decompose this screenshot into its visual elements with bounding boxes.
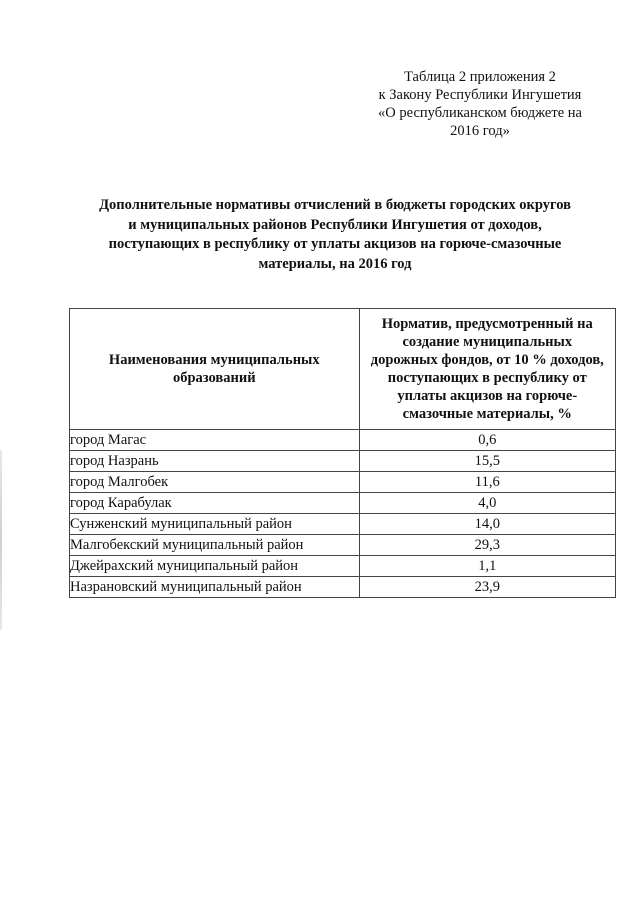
appendix-line: к Закону Республики Ингушетия xyxy=(378,87,582,103)
appendix-line: 2016 год» xyxy=(450,123,510,139)
table-row xyxy=(70,577,616,598)
municipality-name-cell: Назрановский муниципальный район xyxy=(70,577,360,598)
norm-value-cell: 15,5 xyxy=(359,451,615,472)
table-header-row xyxy=(70,309,616,430)
municipality-name-cell: город Малгобек xyxy=(70,472,360,493)
title-line: Дополнительные нормативы отчислений в бюджеты городских округов xyxy=(99,197,571,213)
norm-value-cell: 0,6 xyxy=(359,430,615,451)
municipality-name-cell: город Магас xyxy=(70,430,360,451)
header-line: образований xyxy=(172,370,256,386)
table-row xyxy=(70,493,616,514)
title-line: и муниципальных районов Республики Ингушетия от доходов, xyxy=(128,216,542,233)
table-row xyxy=(70,535,616,556)
header-line: смазочные материалы, % xyxy=(402,406,572,422)
norm-value-cell: 4,0 xyxy=(359,493,615,514)
document-title xyxy=(70,196,600,274)
appendix-line: Таблица 2 приложения 2 xyxy=(404,69,556,85)
scan-edge-mark xyxy=(0,450,2,630)
norms-table xyxy=(69,308,616,598)
table-row xyxy=(70,430,616,451)
norm-value-cell: 23,9 xyxy=(359,577,615,598)
municipality-name-cell: город Назрань xyxy=(70,451,360,472)
table-row xyxy=(70,451,616,472)
header-municipality-name xyxy=(70,309,360,430)
header-norm-percent xyxy=(359,309,615,430)
municipality-name-cell: город Карабулак xyxy=(70,493,360,514)
header-line: поступающих в республику от xyxy=(387,370,587,386)
norm-value-cell: 14,0 xyxy=(359,514,615,535)
header-line: Норматив, предусмотренный на xyxy=(381,316,593,332)
norm-value-cell: 11,6 xyxy=(359,472,615,493)
table-row xyxy=(70,472,616,493)
norm-value-cell: 29,3 xyxy=(359,535,615,556)
header-line: уплаты акцизов на горюче- xyxy=(397,388,578,404)
municipality-name-cell: Джейрахский муниципальный район xyxy=(70,556,360,577)
appendix-reference xyxy=(360,68,600,140)
title-line: материалы, на 2016 год xyxy=(258,255,412,272)
title-line: поступающих в республику от уплаты акцизов на горюче-смазочные xyxy=(108,236,562,252)
municipality-name-cell: Сунженский муниципальный район xyxy=(70,514,360,535)
municipality-name-cell: Малгобекский муниципальный район xyxy=(70,535,360,556)
table-row xyxy=(70,556,616,577)
header-line: Наименования муниципальных xyxy=(108,352,320,368)
header-line: создание муниципальных xyxy=(402,334,573,350)
appendix-line: «О республиканском бюджете на xyxy=(378,105,582,121)
header-line: дорожных фондов, от 10 % доходов, xyxy=(370,352,604,368)
norm-value-cell: 1,1 xyxy=(359,556,615,577)
table-row xyxy=(70,514,616,535)
